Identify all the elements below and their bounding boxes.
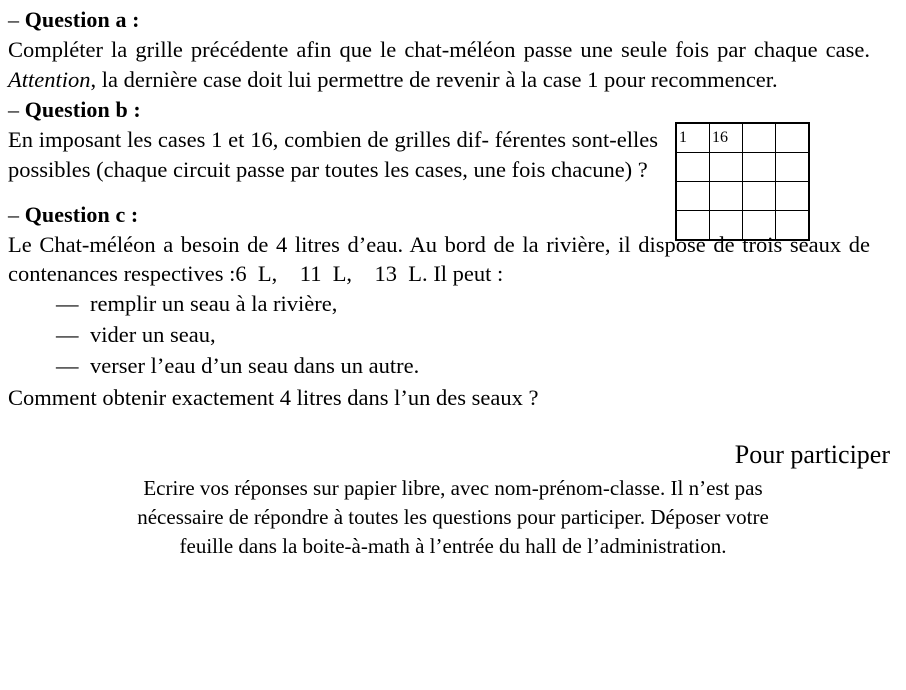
participation-instructions — [8, 474, 898, 561]
question-b-line-2: férentes sont-elles possibles (chaque circuit passe par — [8, 127, 658, 183]
puzzle-grid — [675, 122, 810, 241]
grid-cell — [776, 211, 810, 241]
instruction-line: nécessaire de répondre à toutes les questions pour participer. Déposer votre — [137, 504, 769, 529]
action-label: remplir un seau à la rivière, — [90, 291, 338, 317]
emdash-marker: — — [56, 322, 79, 347]
question-a-label: Question a : — [24, 7, 140, 32]
allowed-actions-list — [8, 289, 896, 381]
table-row — [676, 123, 809, 153]
grid-cell — [776, 182, 810, 211]
grid-cell — [776, 153, 810, 182]
action-label: vider un seau, — [90, 322, 216, 347]
question-b-line-3: toutes les cases, une fois chacune) ? — [324, 157, 648, 183]
question-b-dash: – — [8, 97, 20, 123]
question-a-heading — [8, 8, 896, 33]
question-a-line-2: par chaque case. — [717, 36, 870, 62]
question-a-text — [8, 35, 870, 95]
question-c-dash: – — [8, 201, 20, 227]
table-row — [676, 211, 809, 241]
table-row — [676, 153, 809, 182]
question-a-block — [8, 8, 896, 94]
question-a-line-1: Compléter la grille précédente afin que le chat-méléon passe une seule fois — [8, 36, 709, 62]
question-a-line-4: à la case 1 pour recommencer. — [505, 66, 778, 92]
question-a-line-3: , la dernière case doit lui permettre de revenir — [90, 66, 500, 92]
grid-cell — [710, 153, 743, 182]
grid-cell — [676, 182, 710, 211]
closing-block — [8, 441, 896, 561]
emdash-marker: — — [56, 352, 79, 378]
grid-cell — [743, 182, 776, 211]
grid-cell — [710, 182, 743, 211]
question-b-label: Question b : — [24, 97, 141, 123]
bucket-capacities: 6 L, 11 L, 13 L. — [235, 261, 428, 287]
emdash-marker: — — [56, 291, 79, 317]
grid-cell — [743, 211, 776, 241]
participate-title: Pour participer — [734, 440, 890, 470]
question-b-text — [8, 125, 658, 185]
grid-cell — [743, 153, 776, 182]
grid-cell — [743, 123, 776, 153]
grid-cell — [710, 211, 743, 241]
list-item — [56, 289, 896, 320]
instruction-line: feuille dans la boite-à-math à l’entrée du hall de l’administration. — [179, 533, 727, 558]
question-c-line-3: Il peut : — [433, 261, 504, 287]
table-row — [676, 182, 809, 211]
grid-cell: 1 — [676, 123, 710, 153]
question-b-line-1: En imposant les cases 1 et 16, combien de grilles dif- — [8, 127, 489, 153]
question-c-line-2: de trois seaux de contenances respectives : — [8, 231, 870, 287]
grid-cell — [676, 153, 710, 182]
grid-cell — [676, 211, 710, 241]
question-b-block — [8, 98, 896, 184]
question-a-dash: – — [8, 7, 20, 32]
question-a-emphasis: Attention — [8, 66, 91, 92]
action-label: verser l’eau d’un seau dans un autre. — [90, 352, 420, 378]
list-item — [56, 320, 896, 351]
grid-cell — [776, 123, 810, 153]
list-item — [56, 351, 896, 382]
question-c-label: Question c : — [24, 201, 139, 227]
question-b-heading — [8, 98, 896, 123]
question-c-line-1: Le Chat-méléon a besoin de 4 litres d’eau. Au bord de la rivière, il dispose — [8, 231, 706, 257]
grid-cell: 16 — [710, 123, 743, 153]
question-c-final-question: Comment obtenir exactement 4 litres dans l’un des seaux ? — [8, 385, 539, 411]
instruction-line: Ecrire vos réponses sur papier libre, avec nom-prénom-classe. Il n’est pas — [143, 475, 763, 500]
puzzle-grid-container — [675, 122, 810, 241]
